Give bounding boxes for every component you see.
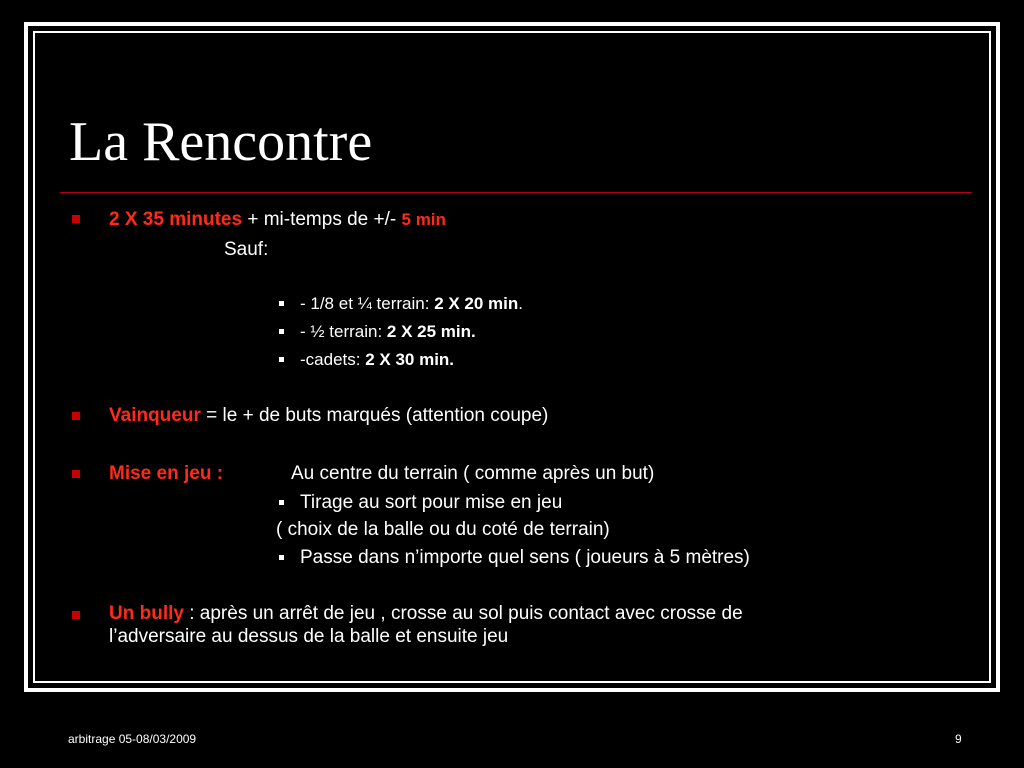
kickoff-text: Au centre du terrain ( comme après un but) — [291, 463, 655, 484]
sub-item-2 — [300, 320, 476, 344]
small-square-bullet-icon — [279, 500, 284, 505]
slide-title: La Rencontre — [69, 111, 373, 173]
sub-item-2-prefix: - ½ terrain: — [300, 322, 387, 341]
sub-item-1-suffix: . — [518, 294, 524, 313]
kickoff-sub-1: Tirage au sort pour mise en jeu — [300, 492, 563, 513]
square-bullet-icon — [72, 215, 80, 223]
kickoff-key: Mise en jeu : — [109, 463, 224, 484]
sub-item-3-value: 2 X 30 min. — [365, 350, 455, 369]
bullet-duration — [109, 208, 446, 232]
duration-text: + mi-temps de +/- — [242, 209, 402, 230]
bully-key: Un bully — [109, 603, 184, 624]
small-square-bullet-icon — [279, 555, 284, 560]
small-square-bullet-icon — [279, 301, 284, 306]
sub-item-1-prefix: - 1/8 et ¼ terrain: — [300, 294, 435, 313]
bullet-bully — [109, 602, 743, 626]
small-square-bullet-icon — [279, 329, 284, 334]
sub-item-1-value: 2 X 20 min — [434, 294, 519, 313]
bullet-kickoff — [109, 462, 223, 486]
halftime-value: 5 min — [401, 210, 446, 229]
page-number: 9 — [955, 732, 962, 746]
sauf-label: Sauf: — [224, 239, 269, 260]
winner-text: = le + de buts marqués (attention coupe) — [200, 405, 549, 426]
sub-item-2-value: 2 X 25 min. — [386, 322, 476, 341]
square-bullet-icon — [72, 470, 80, 478]
sub-item-1 — [300, 292, 523, 316]
bullet-winner — [109, 404, 548, 428]
footer-text: arbitrage 05-08/03/2009 — [68, 732, 197, 746]
square-bullet-icon — [72, 412, 80, 420]
small-square-bullet-icon — [279, 357, 284, 362]
kickoff-note: ( choix de la balle ou du coté de terrain) — [276, 519, 610, 540]
sub-item-3 — [300, 348, 454, 372]
winner-key: Vainqueur — [109, 405, 201, 426]
kickoff-sub-2: Passe dans n’importe quel sens ( joueurs à 5 mètres) — [300, 547, 750, 568]
sub-item-3-prefix: -cadets: — [300, 350, 366, 369]
duration-key: 2 X 35 minutes — [109, 209, 243, 230]
square-bullet-icon — [72, 611, 80, 619]
title-divider — [60, 192, 972, 193]
bully-text-line1: : après un arrêt de jeu , crosse au sol puis contact avec crosse de — [183, 603, 743, 624]
bully-text-line2: l’adversaire au dessus de la balle et ensuite jeu — [109, 626, 509, 647]
